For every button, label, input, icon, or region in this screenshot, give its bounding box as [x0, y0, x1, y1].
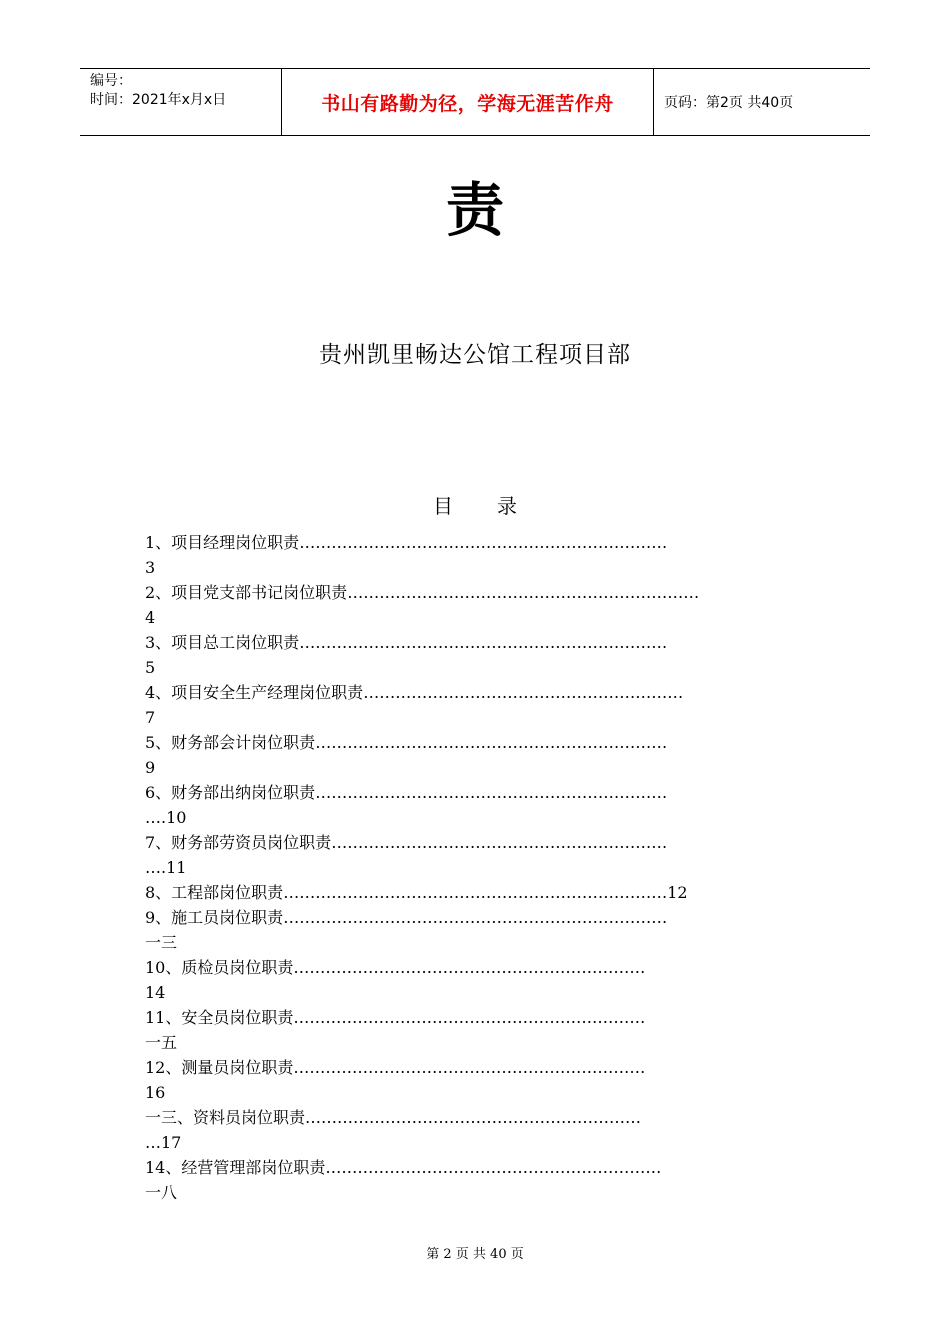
toc-entry-text: 12、测量员岗位职责	[145, 1058, 294, 1077]
toc-leader-dots: …………………………………………………………	[315, 733, 668, 752]
toc-entry-page: ….11	[145, 858, 187, 877]
toc-entry-page: 7	[145, 708, 156, 727]
toc-entry[interactable]	[145, 780, 805, 805]
toc-entry-page: 3	[145, 558, 156, 577]
toc-leader-dots: ………………………………………………………………	[283, 908, 668, 927]
toc-entry-page: 9	[145, 758, 156, 777]
toc-title-right: 录	[497, 494, 517, 518]
toc-leader-dots: …………………………………………………………	[293, 1008, 646, 1027]
toc-entry-text: 6、财务部出纳岗位职责	[145, 783, 316, 802]
toc-entry-text: 14、经营管理部岗位职责	[145, 1158, 326, 1177]
toc-entry-page: 4	[145, 608, 156, 627]
toc-entry[interactable]	[145, 580, 805, 605]
toc-entry-page: 5	[145, 658, 156, 677]
toc-leader-dots: …………………………………………………………	[293, 1058, 646, 1077]
toc-leader-dots: ………………………………………………………………	[283, 883, 668, 902]
toc-entry-text: 9、施工员岗位职责	[145, 908, 284, 927]
toc-entry[interactable]	[145, 1155, 805, 1180]
toc-leader-dots: ……………………………………………………………	[299, 533, 668, 552]
toc-entry-page: 14	[145, 983, 166, 1002]
toc-leader-dots: ………………………………………………………	[331, 833, 668, 852]
toc-entry[interactable]	[145, 680, 805, 705]
toc-leader-dots: …………………………………………………………	[293, 958, 646, 977]
toc-entry[interactable]	[145, 1005, 805, 1030]
toc-entry[interactable]	[145, 730, 805, 755]
page-header	[80, 68, 870, 136]
toc-entry-text: 4、项目安全生产经理岗位职责	[145, 683, 364, 702]
toc-entry[interactable]	[145, 880, 805, 905]
table-of-contents	[145, 530, 805, 1205]
document-subtitle: 贵州凯里畅达公馆工程项目部	[319, 342, 631, 368]
toc-title-left: 目	[433, 494, 453, 518]
toc-title	[0, 491, 950, 521]
toc-entry-page: ….10	[145, 808, 187, 827]
toc-entry-page-inline: 12	[667, 883, 688, 902]
toc-entry[interactable]	[145, 955, 805, 980]
document-time-label: 时间：2021年x月x日	[90, 92, 227, 108]
toc-leader-dots: ………………………………………………………	[325, 1158, 662, 1177]
toc-entry-page: 一五	[145, 1033, 178, 1052]
page-footer: 第 2 页 共 40 页	[426, 1247, 524, 1262]
toc-leader-dots: …………………………………………………………	[347, 583, 700, 602]
toc-leader-dots: ……………………………………………………	[363, 683, 684, 702]
toc-leader-dots: ………………………………………………………	[305, 1108, 642, 1127]
toc-entry[interactable]	[145, 530, 805, 555]
toc-entry-text: 1、项目经理岗位职责	[145, 533, 300, 552]
toc-entry-text: 3、项目总工岗位职责	[145, 633, 300, 652]
header-meta	[80, 69, 281, 135]
toc-leader-dots: ……………………………………………………………	[299, 633, 668, 652]
toc-entry-page: …17	[145, 1133, 182, 1152]
toc-entry-text: 一三、资料员岗位职责	[145, 1108, 306, 1127]
toc-entry-page: 一八	[145, 1183, 178, 1202]
document-number-label: 编号：	[90, 73, 132, 89]
toc-entry[interactable]	[145, 830, 805, 855]
toc-entry[interactable]	[145, 905, 805, 930]
header-motto: 书山有路勤为径，学海无涯苦作舟	[321, 92, 614, 115]
toc-entry-page: 16	[145, 1083, 166, 1102]
toc-entry[interactable]	[145, 630, 805, 655]
toc-entry-text: 2、项目党支部书记岗位职责	[145, 583, 348, 602]
toc-entry-text: 8、工程部岗位职责	[145, 883, 284, 902]
toc-leader-dots: …………………………………………………………	[315, 783, 668, 802]
header-page-info: 页码：第2页 共40页	[664, 95, 794, 111]
toc-entry-text: 5、财务部会计岗位职责	[145, 733, 316, 752]
toc-entry[interactable]	[145, 1105, 805, 1130]
toc-entry-text: 7、财务部劳资员岗位职责	[145, 833, 332, 852]
toc-entry-text: 11、安全员岗位职责	[145, 1008, 294, 1027]
toc-entry-page: 一三	[145, 933, 178, 952]
header-motto-cell	[281, 69, 654, 135]
toc-entry[interactable]	[145, 1055, 805, 1080]
big-title: 责	[445, 176, 504, 244]
toc-entry-text: 10、质检员岗位职责	[145, 958, 294, 977]
